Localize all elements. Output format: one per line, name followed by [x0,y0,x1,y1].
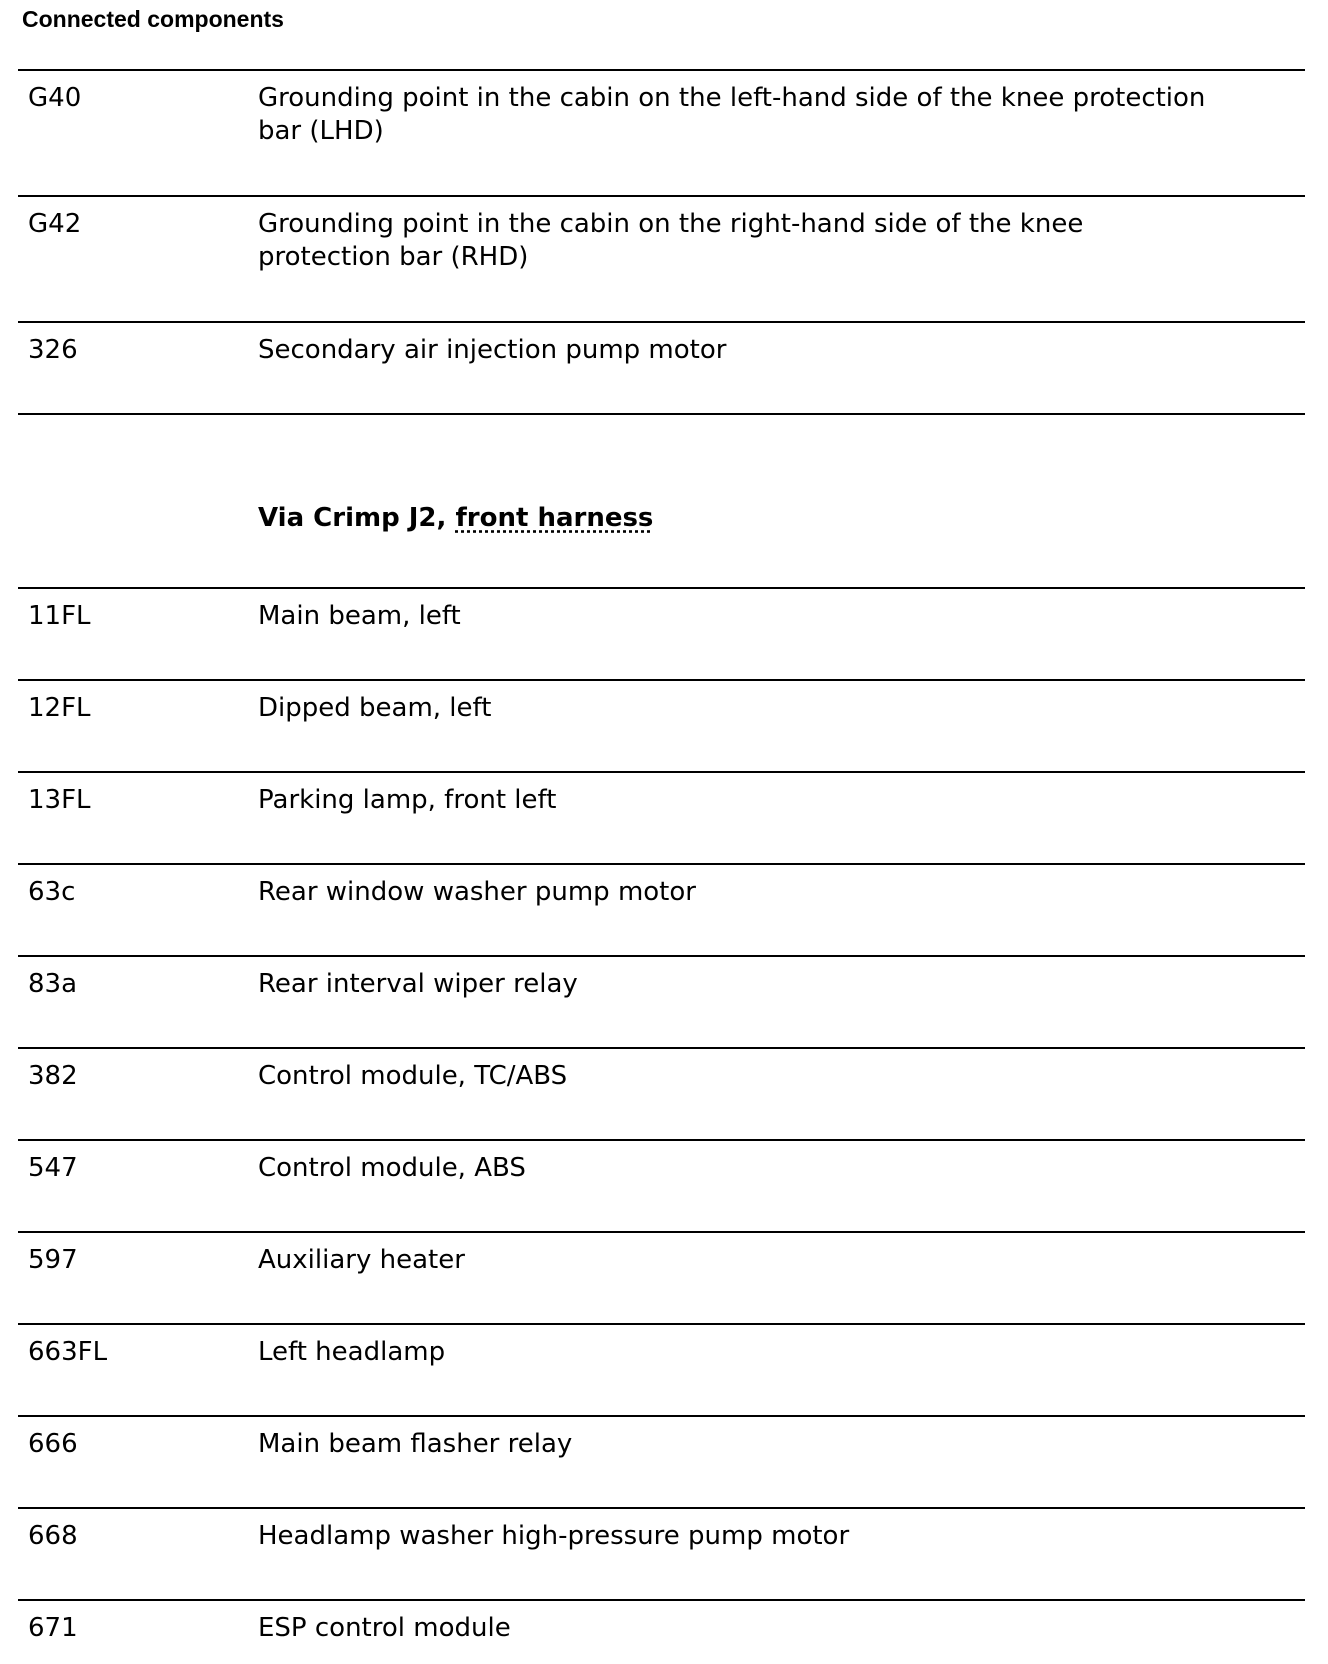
component-description: Secondary air injection pump motor [258,335,727,365]
component-code: 597 [28,1245,78,1275]
component-code: 83a [28,969,78,999]
table-divider [18,587,1305,589]
section-heading [258,502,653,535]
section-heading-part2: front harness [455,503,654,533]
component-code: G40 [28,83,82,113]
component-code: 547 [28,1153,78,1183]
component-description: Grounding point in the cabin on the left-hand side of the knee protection bar (LHD) [258,83,1206,146]
section-heading-part1: Via Crimp J2, [258,503,447,533]
component-description: Main beam flasher relay [258,1429,573,1459]
table-divider [18,1599,1305,1601]
table-divider [18,69,1305,71]
table-divider [18,1323,1305,1325]
table-divider [18,321,1305,323]
component-description: ESP control module [258,1613,511,1643]
component-code: 663FL [28,1337,108,1367]
component-description: Dipped beam, left [258,693,492,723]
component-description: Left headlamp [258,1337,446,1367]
component-description: Parking lamp, front left [258,785,557,815]
table-divider [18,863,1305,865]
component-code: 671 [28,1613,78,1643]
component-description: Control module, TC/ABS [258,1061,568,1091]
component-description: Rear interval wiper relay [258,969,578,999]
component-code: 13FL [28,785,91,815]
component-description: Grounding point in the cabin on the right-hand side of the knee protection bar (RHD) [258,209,1084,272]
table-divider [18,1507,1305,1509]
component-description: Auxiliary heater [258,1245,465,1275]
table-divider [18,1415,1305,1417]
component-description: Headlamp washer high-pressure pump motor [258,1521,850,1551]
table-divider [18,1139,1305,1141]
page-title: Connected components [22,6,284,32]
component-code: 326 [28,335,78,365]
table-divider [18,955,1305,957]
table-divider [18,195,1305,197]
table-divider [18,679,1305,681]
component-code: 11FL [28,601,91,631]
component-description: Rear window washer pump motor [258,877,696,907]
component-code: 12FL [28,693,91,723]
component-code: 63c [28,877,76,907]
table-divider [18,413,1305,415]
table-divider [18,771,1305,773]
component-description: Main beam, left [258,601,461,631]
component-code: 668 [28,1521,78,1551]
table-divider [18,1047,1305,1049]
component-code: 666 [28,1429,78,1459]
component-code: G42 [28,209,82,239]
component-code: 382 [28,1061,78,1091]
table-divider [18,1231,1305,1233]
component-description: Control module, ABS [258,1153,526,1183]
